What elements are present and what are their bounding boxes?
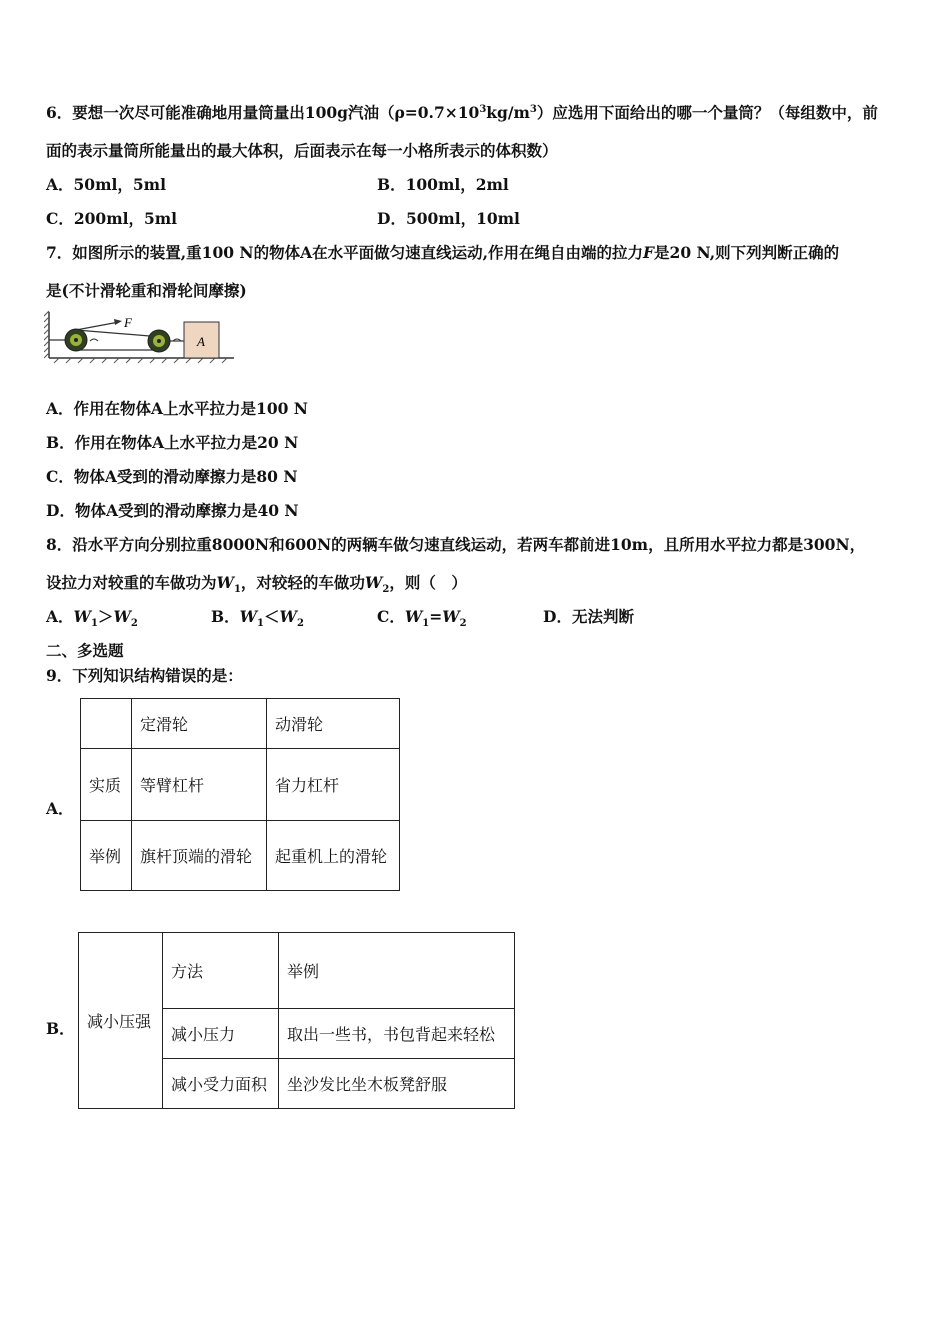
q6-option-a: A．50ml，5ml [46,175,166,194]
table-cell: 省力杠杆 [267,749,400,821]
q8-option-b: B．$W_1<W_2$ [211,607,304,630]
table-cell: 减小压强 [79,933,163,1109]
q8-option-c: C．$W_1=W_2$ [377,607,467,630]
table-cell: 减小压力 [163,1009,279,1059]
table-cell: 旗杆顶端的滑轮 [132,821,267,891]
table-cell: 方法 [163,933,279,1009]
q8-line2: 设拉力对较重的车做功为$W_1$，对较轻的车做功$W_2$，则（ ） [46,573,467,596]
q6-line2: 面的表示量筒所能量出的最大体积，后面表示在每一小格所表示的体积数） [46,141,558,160]
table-cell: 定滑轮 [132,699,267,749]
q9-table-b [78,932,515,1109]
q6-option-d: D．500ml，10ml [377,209,520,228]
q9-table-a [80,698,400,891]
q9-stem: 9．下列知识结构错误的是： [46,666,243,685]
table-cell: 起重机上的滑轮 [267,821,400,891]
q7-option-d: D．物体A受到的滑动摩擦力是40 N [46,501,299,520]
q8-line1: 8．沿水平方向分别拉重8000N和600N的两辆车做匀速直线运动，若两车都前进10m，且所用水平拉力都是300N， [46,535,866,554]
figure-label-f: F [124,315,132,330]
q6-option-b: B．100ml，2ml [377,175,509,194]
q7-option-a: A．作用在物体A上水平拉力是100 N [46,399,308,418]
table-cell: 取出一些书，书包背起来轻松 [279,1009,515,1059]
q7-line1: 7．如图所示的装置,重100 N的物体A在水平面做匀速直线运动,作用在绳自由端的拉力F是20 N,则下列判断正确的 [46,243,840,262]
pulley-figure [44,310,239,365]
q7-line2: 是(不计滑轮重和滑轮间摩擦) [46,281,247,300]
table-cell: 举例 [279,933,515,1009]
q9-option-b-label: B． [46,1019,75,1038]
q7-option-b: B．作用在物体A上水平拉力是20 N [46,433,299,452]
q6-line1: 6．要想一次尽可能准确地用量筒量出100g汽油$(\rho=0.7\times 10^3kg/m^3)$应选用下面给出的哪一个量筒？（每组数中，前 [46,103,878,122]
table-cell: 减小受力面积 [163,1059,279,1109]
section-heading: 二、多选题 [46,641,124,660]
q6-option-c: C．200ml，5ml [46,209,178,228]
q8-option-d: D．无法判断 [543,607,634,626]
table-cell: 等臂杠杆 [132,749,267,821]
figure-label-a: A [197,334,205,349]
q8-option-a: A．$W_1>W_2$ [46,607,138,630]
q9-option-a-label: A． [46,799,74,818]
table-cell: 举例 [81,821,132,891]
q7-option-c: C．物体A受到的滑动摩擦力是80 N [46,467,298,486]
table-cell: 动滑轮 [267,699,400,749]
table-cell: 坐沙发比坐木板凳舒服 [279,1059,515,1109]
table-cell: 实质 [81,749,132,821]
table-cell [81,699,132,749]
